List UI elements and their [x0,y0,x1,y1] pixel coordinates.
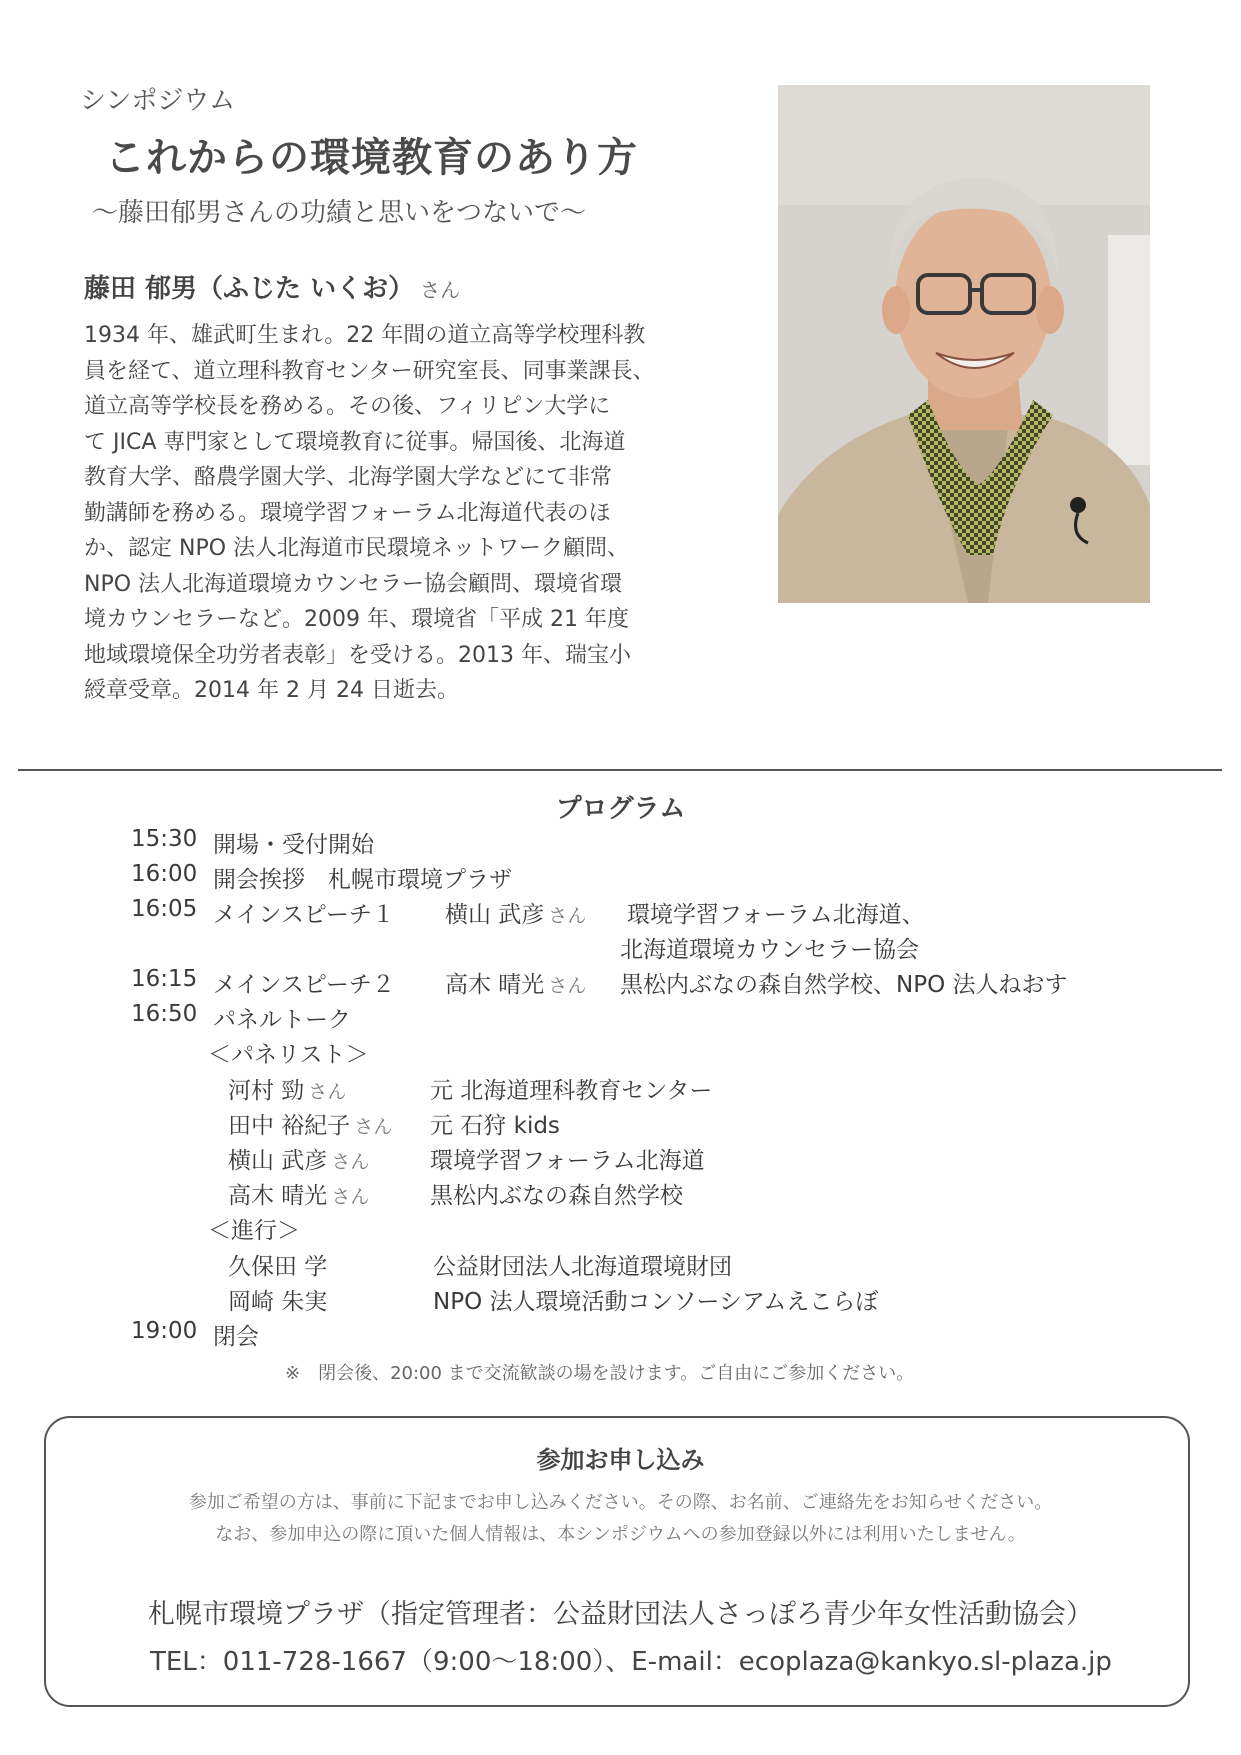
panelist-name-text: 河村 勁 [228,1078,305,1104]
moderator-affiliation: NPO 法人環境活動コンソーシアムえこらぼ [433,1289,879,1315]
portrait-photo [778,85,1150,603]
program-time: 16:15 [131,966,198,992]
privacy-notice: なお、参加申込の際に頂いた個人情報は、本シンポジウムへの参加登録以外には利用いたしません。 [215,1524,1026,1545]
speaker-name [445,966,586,999]
speaker-affiliation: 黒松内ぶなの森自然学校、NPO 法人ねおす [620,972,1068,998]
panelist-name [228,1177,369,1210]
speaker-name-text: 高木 晴光 [445,972,545,998]
moderator-name: 久保田 学 [228,1254,328,1280]
bio-line: NPO 法人北海道環境カウンセラー協会顧問、環境省環 [84,571,623,597]
panelist-honorific: さん [354,1116,393,1138]
panelist-affiliation: 環境学習フォーラム北海道 [430,1148,705,1174]
program-time: 16:05 [131,896,198,922]
panelist-honorific: さん [331,1151,370,1173]
bio-line: 勤講師を務める。環境学習フォーラム北海道代表のほ [84,500,611,526]
program-time: 16:00 [131,861,198,887]
bio-line: か、認定 NPO 法人北海道市民環境ネットワーク顧問、 [84,536,630,561]
program-item: メインスピーチ２ [213,972,395,998]
panelist-honorific: さん [308,1081,347,1103]
panelist-affiliation: 元 北海道理科教育センター [430,1078,713,1104]
program-time: 16:50 [131,1001,198,1027]
speaker-affiliation: 北海道環境カウンセラー協会 [620,937,919,963]
panelist-name-text: 横山 武彦 [228,1148,328,1174]
program-item: メインスピーチ１ [213,902,395,928]
registration-heading: 参加お申し込み [536,1446,705,1474]
program-item: 閉会 [213,1324,259,1350]
panelist-name [228,1107,392,1140]
program-item: パネルトーク [213,1007,351,1033]
speaker-name-text: 横山 武彦 [445,902,545,928]
bio-line: 員を経て、道立理科教育センター研究室長、同事業課長、 [84,358,655,384]
bio-line: 道立高等学校長を務める。その後、フィリピン大学に [84,394,611,419]
bio-line: 境カウンセラーなど。2009 年、環境省「平成 21 年度 [84,607,629,632]
speaker-name [445,896,586,929]
event-type-label: シンポジウム [80,86,236,116]
moderator-name: 岡崎 朱実 [228,1289,328,1315]
program-time: 15:30 [131,826,198,852]
program-note: ※ 閉会後、20:00 まで交流歓談の場を設けます。ご自由にご参加ください。 [285,1363,915,1384]
panelist-affiliation: 黒松内ぶなの森自然学校 [430,1183,683,1209]
bio-line: て JICA 専門家として環境教育に従事。帰国後、北海道 [84,429,626,455]
speaker-honorific: さん [548,905,587,927]
moderator-affiliation: 公益財団法人北海道環境財団 [433,1254,732,1280]
panelist-affiliation: 元 石狩 kids [430,1113,560,1139]
event-title: これからの環境教育のあり方 [105,135,638,181]
bio-line: 綬章受章。2014 年 2 月 24 日逝去。 [84,678,459,703]
speaker-honorific: さん [548,975,587,997]
bio-line: 1934 年、雄武町生まれ。22 年間の道立高等学校理科教 [84,323,646,348]
panelist-honorific: さん [331,1186,370,1208]
bio-line: 教育大学、酪農学園大学、北海学園大学などにて非常 [84,465,613,490]
panelist-name [228,1142,369,1175]
portrait-illustration [778,85,1150,603]
program-time: 19:00 [131,1318,198,1344]
profile-name [84,268,460,305]
speaker-affiliation: 環境学習フォーラム北海道、 [627,902,925,928]
panelists-heading: ＜パネリスト＞ [208,1042,369,1068]
bio-line: 地域環境保全功労者表彰」を受ける。2013 年、瑞宝小 [84,642,631,668]
profile-honorific: さん [420,278,461,302]
contact-info[interactable]: TEL：011-728-1667（9:00～18:00）、E-mail：ecoplaza@kankyo.sl-plaza.jp [150,1647,1112,1677]
program-item: 開会挨拶 札幌市環境プラザ [213,867,512,893]
panelist-name-text: 田中 裕紀子 [228,1113,351,1139]
panelist-name-text: 高木 晴光 [228,1183,328,1209]
registration-instructions: 参加ご希望の方は、事前に下記までお申し込みください。その際、お名前、ご連絡先をお知らせください。 [188,1492,1053,1513]
moderators-heading: ＜進行＞ [208,1218,300,1244]
profile-bio [84,318,706,709]
profile-name-text: 藤田 郁男（ふじた いくお） [84,274,415,304]
section-divider [18,769,1222,771]
event-subtitle: ～藤田郁男さんの功績と思いをつないで～ [92,198,587,228]
organizer-name: 札幌市環境プラザ（指定管理者：公益財団法人さっぽろ青少年女性活動協会） [148,1599,1093,1630]
panelist-name [228,1072,346,1105]
program-item: 開場・受付開始 [213,832,374,858]
program-heading: プログラム [555,794,686,824]
